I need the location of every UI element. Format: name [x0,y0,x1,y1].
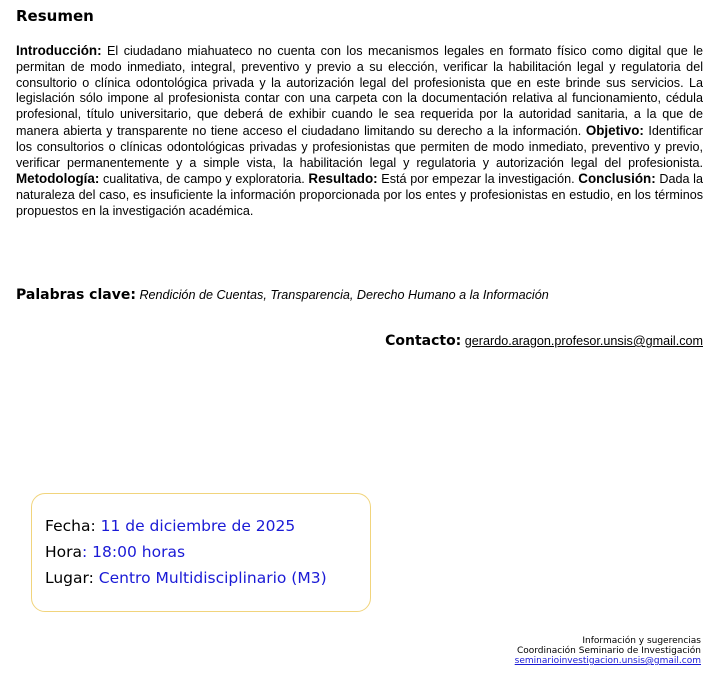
abstract-paragraph [16,43,703,220]
metodologia-text: cualitativa, de campo y exploratoria. [99,172,309,187]
event-date-label: Fecha: [45,517,96,535]
keywords-value: Rendición de Cuentas, Transparencia, Derecho Humano a la Información [139,288,549,302]
objetivo-text: Identificar los consultorios o clínicas odontológicas privadas y profesionistas que permiten de modo inmediato, preventivo y previo, verificar permanentemente y a simple vista, la habilitación legal y regulatoria y autorización legal del profesionista. [16,123,703,170]
event-place-label: Lugar: [45,569,94,587]
resultado-label: Resultado: [308,171,378,187]
conclusion-label: Conclusión: [578,171,656,187]
event-date-value: 11 de diciembre de 2025 [100,517,296,535]
event-place-value: Centro Multidisciplinario (M3) [98,569,327,587]
keywords-label: Palabras clave: [16,287,136,303]
intro-text: El ciudadano miahuateco no cuenta con los mecanismos legales en formato físico como digital que le permitan de modo inmediato, integral, preventivo y previo a su elección, verificar la habilitación legal y regulatoria del consultorio o clínica odontológica privada y la autorización legal del profesionista que en este brinde sus servicios. La legislación sólo impone al profesionista contar con una carpeta con la documentación relativa al funcionamiento, cédula profesional, título universitario, que deberá de exhibir cuando le sea requerida por la autoridad sanitaria, a la que de manera abierta y transparente no tiene acceso el ciudadano limitando su derecho a la información. [16,44,703,138]
section-heading: Resumen [16,7,94,25]
contact-label: Contacto: [385,333,462,349]
metodologia-label: Metodología: [16,171,100,187]
event-time-label: Hora [45,543,83,561]
event-date-row [45,513,357,539]
conclusion-text: Dada la naturaleza del caso, es insuficiente la información proporcionada por los entes y profesionistas en estudio, en los términos propuestos en la investigación académica. [16,172,703,218]
event-place-row [45,565,357,591]
event-time-row [45,539,357,565]
event-info-box [31,493,371,612]
keywords-line [16,287,549,303]
intro-label: Introducción: [16,43,102,58]
contact-line [385,333,703,349]
footer-email-link[interactable]: seminarioinvestigacion.unsis@gmail.com [514,656,701,666]
resultado-text: Está por empezar la investigación. [377,172,579,187]
footer-line-2: Coordinación Seminario de Investigación [516,646,701,656]
objetivo-label: Objetivo: [585,122,644,138]
footer-info [515,636,701,666]
footer-line-1: Información y sugerencias [582,636,701,646]
contact-email-link[interactable]: gerardo.aragon.profesor.unsis@gmail.com [464,334,703,348]
event-time-value: : 18:00 horas [82,543,186,561]
